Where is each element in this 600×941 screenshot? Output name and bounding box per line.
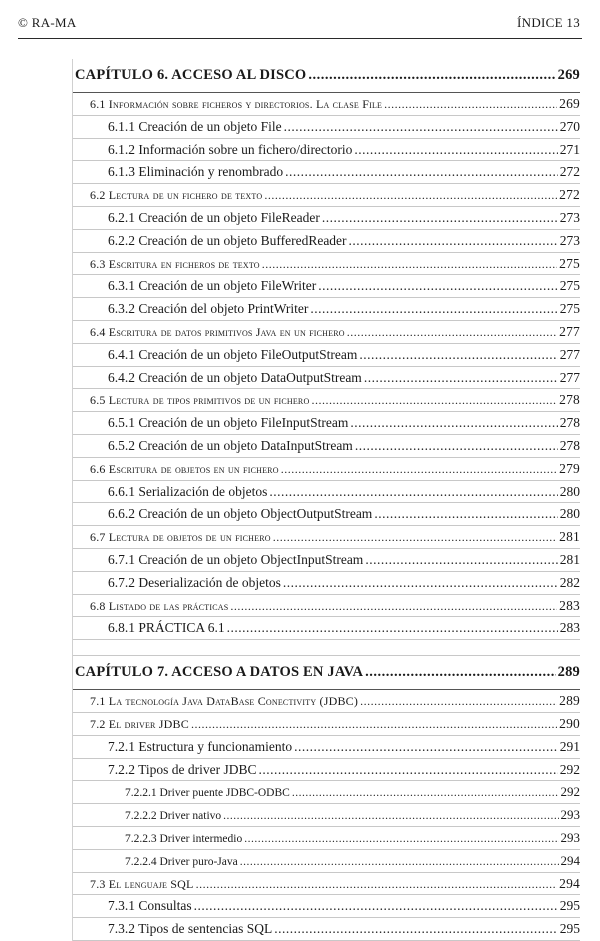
toc-entry-page: 289 bbox=[559, 693, 580, 709]
toc-entry-page: 277 bbox=[559, 323, 580, 339]
toc-subsection-entry[interactable] bbox=[73, 918, 580, 941]
toc-entry-page: 269 bbox=[559, 96, 580, 111]
toc-entry-page: 292 bbox=[560, 784, 580, 800]
toc-entry-title: 6.1 Información sobre ficheros y directorios. La clase File bbox=[90, 97, 383, 111]
toc-subsection-entry[interactable] bbox=[73, 572, 580, 595]
dot-leader bbox=[240, 852, 559, 874]
toc-section-entry[interactable] bbox=[73, 595, 580, 618]
toc-entry-page: 275 bbox=[559, 301, 580, 317]
toc-subsection-entry[interactable] bbox=[73, 161, 580, 184]
dot-leader bbox=[196, 874, 558, 896]
toc-entry-page: 283 bbox=[559, 620, 580, 636]
toc-subsection-entry[interactable] bbox=[73, 736, 580, 759]
dot-leader bbox=[360, 691, 557, 713]
toc-subsection-entry[interactable] bbox=[73, 481, 580, 504]
toc-entry-title: 7.3.2 Tipos de sentencias SQL bbox=[108, 921, 273, 937]
toc-entry-page: 275 bbox=[559, 278, 580, 294]
toc-entry-title: 6.5.1 Creación de un objeto FileInputStream bbox=[108, 415, 349, 431]
toc-entry-title: 6.4 Escritura de datos primitivos Java en un fichero bbox=[90, 324, 345, 339]
toc-subsection-entry[interactable] bbox=[73, 230, 580, 253]
toc-entry-title: 7.2.2.4 Driver puro-Java bbox=[125, 855, 238, 868]
toc-subsection-entry[interactable] bbox=[73, 435, 580, 458]
dot-leader bbox=[294, 736, 558, 758]
toc-entry-page: 269 bbox=[557, 67, 580, 83]
toc-entry-title: 7.1 La tecnología Java DataBase Conectivity (JDBC) bbox=[90, 694, 359, 709]
toc-entry-page: 277 bbox=[559, 346, 580, 362]
toc-entry-title: 6.5 Lectura de tipos primitivos de un fichero bbox=[90, 393, 310, 408]
toc-entry-title: 7.2 El driver JDBC bbox=[90, 716, 189, 731]
toc-entry-title: 6.7.2 Deserialización de objetos bbox=[108, 574, 281, 590]
toc-entry-title: 6.4.1 Creación de un objeto FileOutputStream bbox=[108, 346, 358, 362]
dot-leader bbox=[285, 161, 558, 183]
dot-leader bbox=[347, 322, 557, 344]
toc-entry-title: 6.8 Listado de las prácticas bbox=[90, 598, 229, 613]
toc-entry-page: 295 bbox=[559, 898, 580, 914]
page-number-label: ÍNDICE 13 bbox=[517, 15, 580, 30]
toc-chapter-entry[interactable] bbox=[73, 59, 580, 93]
toc-section-entry[interactable] bbox=[73, 526, 580, 549]
dot-leader bbox=[191, 714, 557, 736]
dot-leader bbox=[223, 806, 558, 828]
toc-entry-title: CAPÍTULO 6. ACCESO AL DISCO bbox=[75, 67, 307, 83]
dot-leader bbox=[269, 481, 557, 503]
toc-entry-title: 7.3.1 Consultas bbox=[108, 898, 192, 914]
dot-leader bbox=[365, 549, 557, 571]
dot-leader bbox=[322, 207, 558, 229]
toc-entry-page: 272 bbox=[559, 187, 580, 203]
page-header bbox=[18, 12, 580, 34]
toc-entry-page: 291 bbox=[559, 738, 580, 754]
dot-leader bbox=[359, 344, 557, 366]
dot-leader bbox=[310, 298, 557, 320]
toc-entry-page: 271 bbox=[559, 141, 580, 157]
toc-entry-title: 6.8.1 PRÁCTICA 6.1 bbox=[108, 620, 225, 636]
toc-subsection-entry[interactable] bbox=[73, 549, 580, 572]
dot-leader bbox=[318, 275, 557, 297]
toc-entry-page: 292 bbox=[559, 761, 580, 777]
toc-section-entry[interactable] bbox=[73, 93, 580, 116]
toc-entry-title: 7.2.2.1 Driver puente JDBC-ODBC bbox=[125, 787, 290, 800]
toc-entry-title: CAPÍTULO 7. ACCESO A DATOS EN JAVA bbox=[75, 664, 364, 681]
toc-entry-page: 279 bbox=[559, 460, 580, 476]
dot-leader bbox=[283, 572, 558, 594]
dot-leader bbox=[374, 503, 557, 525]
dot-leader bbox=[264, 185, 557, 207]
toc-entry-page: 282 bbox=[559, 574, 580, 590]
dot-leader bbox=[230, 596, 557, 618]
toc-section-entry[interactable] bbox=[73, 458, 580, 481]
dot-leader bbox=[311, 390, 557, 412]
toc-entry-page: 289 bbox=[557, 664, 580, 681]
dot-leader bbox=[349, 230, 558, 252]
toc-subsubsection-entry[interactable] bbox=[73, 781, 580, 804]
toc-entry-page: 273 bbox=[559, 232, 580, 248]
dot-leader bbox=[259, 759, 558, 781]
toc-entry-title: 7.2.1 Estructura y funcionamiento bbox=[108, 738, 293, 754]
toc-entry-title: 6.2.2 Creación de un objeto BufferedReader bbox=[108, 232, 347, 248]
toc-entry-page: 278 bbox=[559, 415, 580, 431]
dot-leader bbox=[384, 94, 557, 116]
toc-entry-page: 278 bbox=[559, 437, 580, 453]
toc-subsection-entry[interactable] bbox=[73, 116, 580, 139]
toc-entry-title: 6.6.1 Serialización de objetos bbox=[108, 483, 268, 499]
toc-entry-title: 6.1.1 Creación de un objeto File bbox=[108, 118, 282, 134]
toc-entry-title: 6.3.2 Creación del objeto PrintWriter bbox=[108, 301, 309, 317]
toc-entry-title: 6.2 Lectura de un fichero de texto bbox=[90, 188, 263, 203]
header-rule bbox=[18, 38, 582, 39]
toc-entry-page: 295 bbox=[559, 921, 580, 937]
toc-subsubsection-entry[interactable] bbox=[73, 827, 580, 850]
toc-entry-page: 272 bbox=[559, 164, 580, 180]
dot-leader bbox=[244, 829, 558, 851]
toc-entry-page: 278 bbox=[559, 392, 580, 408]
toc-subsection-entry[interactable] bbox=[73, 617, 580, 640]
toc-subsection-entry[interactable] bbox=[73, 275, 580, 298]
toc-entry-page: 283 bbox=[559, 597, 580, 613]
toc-section-entry[interactable] bbox=[73, 321, 580, 344]
toc-entry-page: 294 bbox=[559, 875, 580, 891]
toc-subsection-entry[interactable] bbox=[73, 412, 580, 435]
toc-entry-title: 7.3 El lenguaje SQL bbox=[90, 876, 194, 891]
toc-entry-page: 290 bbox=[559, 715, 580, 731]
toc-entry-page: 293 bbox=[560, 829, 580, 845]
toc-chapter-entry[interactable] bbox=[73, 655, 580, 690]
toc-entry-title: 6.1.3 Eliminación y renombrado bbox=[108, 164, 284, 180]
toc-subsection-entry[interactable] bbox=[73, 298, 580, 321]
dot-leader bbox=[292, 783, 559, 805]
toc-section-entry[interactable] bbox=[73, 690, 580, 713]
toc-entry-page: 273 bbox=[559, 209, 580, 225]
toc-entry-title: 6.3 Escritura en ficheros de texto bbox=[90, 256, 260, 271]
toc-entry-page: 270 bbox=[559, 118, 580, 134]
dot-leader bbox=[308, 59, 555, 92]
dot-leader bbox=[227, 617, 558, 639]
toc-entry-title: 6.5.2 Creación de un objeto DataInputStream bbox=[108, 437, 353, 453]
toc-subsection-entry[interactable] bbox=[73, 139, 580, 162]
toc-subsection-entry[interactable] bbox=[73, 367, 580, 390]
toc-entry-title: 6.6 Escritura de objetos en un fichero bbox=[90, 461, 279, 476]
toc-subsection-entry[interactable] bbox=[73, 759, 580, 782]
toc-section-entry[interactable] bbox=[73, 253, 580, 276]
dot-leader bbox=[354, 139, 557, 161]
toc-entry-page: 293 bbox=[560, 807, 580, 823]
toc-entry-title: 6.3.1 Creación de un objeto FileWriter bbox=[108, 278, 317, 294]
toc-subsection-entry[interactable] bbox=[73, 344, 580, 367]
dot-leader bbox=[365, 656, 555, 689]
toc-entry-title: 7.2.2.3 Driver intermedio bbox=[125, 832, 243, 845]
toc-entry-page: 294 bbox=[560, 852, 580, 868]
toc-entry-title: 6.6.2 Creación de un objeto ObjectOutputStream bbox=[108, 506, 373, 522]
toc-section-entry[interactable] bbox=[73, 389, 580, 412]
dot-leader bbox=[364, 367, 558, 389]
toc-section-entry[interactable] bbox=[73, 184, 580, 207]
toc-subsubsection-entry[interactable] bbox=[73, 850, 580, 873]
toc-entry-title: 6.2.1 Creación de un objeto FileReader bbox=[108, 209, 320, 225]
toc-section-entry[interactable] bbox=[73, 713, 580, 736]
dot-leader bbox=[273, 527, 557, 549]
toc-subsection-entry[interactable] bbox=[73, 207, 580, 230]
toc-entry-page: 281 bbox=[559, 551, 580, 567]
dot-leader bbox=[350, 412, 557, 434]
toc-subsection-entry[interactable] bbox=[73, 503, 580, 526]
toc-entry-title: 6.4.2 Creación de un objeto DataOutputStream bbox=[108, 369, 362, 385]
toc-entry-page: 275 bbox=[559, 255, 580, 271]
toc-entry-page: 277 bbox=[559, 369, 580, 385]
dot-leader bbox=[262, 254, 557, 276]
dot-leader bbox=[284, 116, 558, 138]
dot-leader bbox=[274, 918, 557, 940]
table-of-contents bbox=[72, 59, 580, 941]
toc-entry-page: 280 bbox=[559, 483, 580, 499]
toc-subsubsection-entry[interactable] bbox=[73, 804, 580, 827]
toc-entry-title: 6.7.1 Creación de un objeto ObjectInputStream bbox=[108, 551, 364, 567]
toc-entry-title: 6.1.2 Información sobre un fichero/directorio bbox=[108, 141, 353, 157]
toc-entry-page: 281 bbox=[559, 529, 580, 545]
toc-section-entry[interactable] bbox=[73, 873, 580, 896]
toc-entry-title: 6.7 Lectura de objetos de un fichero bbox=[90, 530, 271, 545]
dot-leader bbox=[355, 435, 558, 457]
toc-entry-page: 280 bbox=[559, 506, 580, 522]
toc-entry-title: 7.2.2.2 Driver nativo bbox=[125, 810, 222, 823]
toc-entry-title: 7.2.2 Tipos de driver JDBC bbox=[108, 761, 257, 777]
dot-leader bbox=[281, 459, 557, 481]
publisher-label: © RA-MA bbox=[18, 15, 77, 30]
